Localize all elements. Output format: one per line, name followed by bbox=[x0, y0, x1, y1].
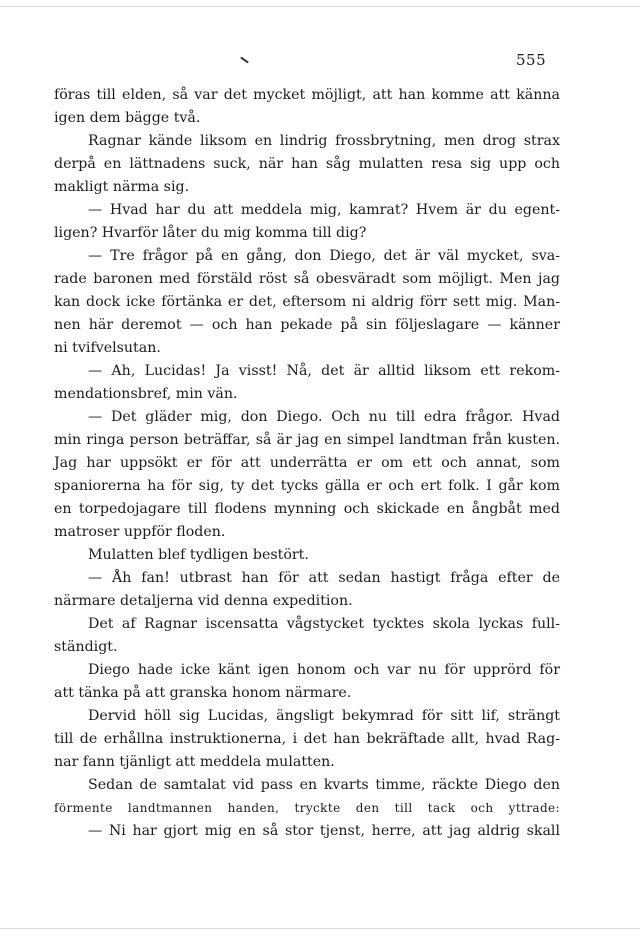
text-line: närmare detaljerna vid denna expedition. bbox=[54, 593, 353, 609]
text-line: en torpedojagare till flodens mynning och skickade en ångbåt med bbox=[54, 501, 560, 517]
text-line: ni tvifvelsutan. bbox=[54, 340, 161, 356]
text-line: Dervid höll sig Lucidas, ängsligt bekymrad för sitt lif, strängt bbox=[88, 708, 560, 724]
text-line: — Ni har gjort mig en så stor tjenst, herre, att jag aldrig skall bbox=[88, 823, 560, 839]
text-line: spaniorerna ha för sig, ty det tycks gälla er och ert folk. I går kom bbox=[54, 478, 560, 494]
text-line: Jag har uppsökt er för att underrätta er om ett och annat, som bbox=[54, 455, 560, 471]
text-line: föras till elden, så var det mycket möjligt, att han komme att känna bbox=[54, 87, 560, 103]
text-line: derpå en lättnadens suck, när han såg mulatten resa sig upp och bbox=[54, 156, 560, 172]
text-line: till de erhållna instruktionerna, i det han bekräftade allt, hvad Rag- bbox=[54, 731, 560, 747]
text-line: rade baronen med förstäld röst så obesväradt som möjligt. Men jag bbox=[54, 271, 560, 287]
text-line: — Det gläder mig, don Diego. Och nu till edra frågor. Hvad bbox=[88, 409, 560, 425]
text-line: Ragnar kände liksom en lindrig frossbrytning, men drog strax bbox=[88, 133, 560, 149]
page-number: 555 bbox=[516, 51, 547, 69]
text-line: — Ah, Lucidas! Ja visst! Nå, det är alltid liksom ett rekom- bbox=[88, 363, 560, 379]
text-line: min ringa person beträffar, så är jag en simpel landtman från kusten. bbox=[54, 432, 560, 448]
text-line: Sedan de samtalat vid pass en kvarts timme, räckte Diego den bbox=[88, 777, 560, 793]
text-line: igen dem bägge två. bbox=[54, 110, 201, 126]
stray-mark bbox=[240, 57, 249, 64]
text-line: ligen? Hvarför låter du mig komma till dig? bbox=[54, 225, 367, 241]
page-edge-top bbox=[0, 6, 640, 7]
text-line: ständigt. bbox=[54, 639, 118, 655]
text-line: Diego hade icke känt igen honom och var nu för upprörd för bbox=[88, 662, 560, 678]
text-line: — Åh fan! utbrast han för att sedan hastigt fråga efter de bbox=[88, 570, 560, 586]
text-line: nen här deremot — och han pekade på sin följeslagare — känner bbox=[54, 317, 560, 333]
text-line: kan dock icke förtänka er det, eftersom ni aldrig förr sett mig. Man- bbox=[54, 294, 560, 310]
text-line: — Tre frågor på en gång, don Diego, det är väl mycket, sva- bbox=[88, 248, 560, 264]
text-line: mendationsbref, min vän. bbox=[54, 386, 238, 402]
text-line: nar fann tjänligt att meddela mulatten. bbox=[54, 754, 335, 770]
text-line: Mulatten blef tydligen bestört. bbox=[88, 547, 309, 563]
text-line: — Hvad har du att meddela mig, kamrat? Hvem är du egent- bbox=[88, 202, 560, 218]
body-text bbox=[54, 84, 560, 843]
text-line: matroser uppför floden. bbox=[54, 524, 226, 540]
text-line: makligt närma sig. bbox=[54, 179, 190, 195]
text-line: förmente landtmannen handen, tryckte den till tack och yttrade: bbox=[54, 801, 560, 815]
page-edge-bottom bbox=[0, 928, 640, 929]
text-line: att tänka på att granska honom närmare. bbox=[54, 685, 352, 701]
text-line: Det af Ragnar iscensatta vågstycket tycktes skola lyckas full- bbox=[88, 616, 560, 632]
